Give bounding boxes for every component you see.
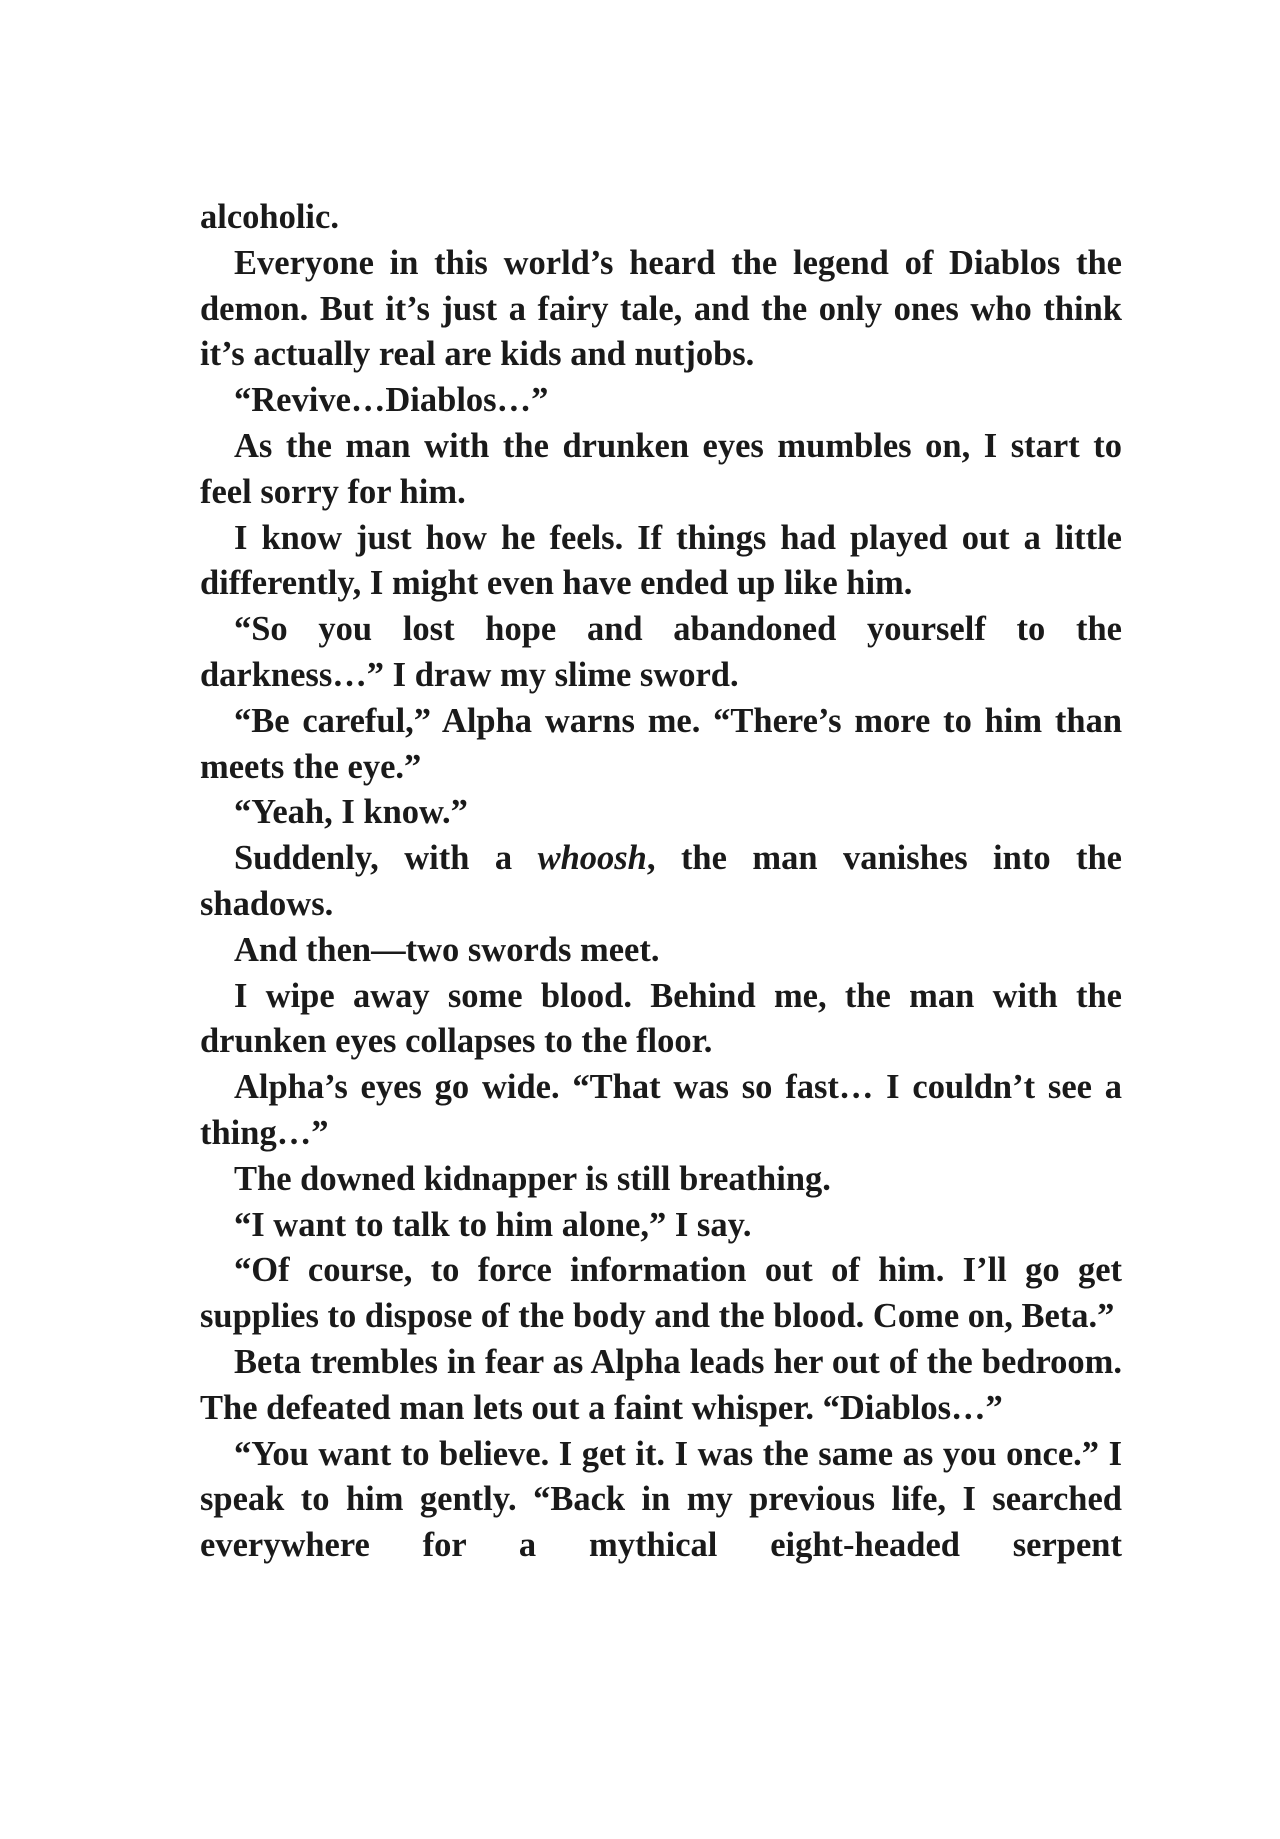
paragraph-15: “Of course, to force information out of him. I’ll go get supplies to dispose of the body and the blood. Come on, Beta.” [200,1251,1122,1336]
paragraph-11: I wipe away some blood. Behind me, the man with the drunken eyes collapses to the floor. [200,976,1122,1061]
paragraph-9 [200,836,1122,928]
paragraph-5: I know just how he feels. If things had played out a little differently, I might even have ended up like him. [200,518,1122,603]
paragraph-9-before: Suddenly, with a [234,839,538,878]
paragraph-16: Beta trembles in fear as Alpha leads her out of the bedroom. The defeated man lets out a faint whisper. “Diablos…” [200,1342,1122,1427]
paragraph-8: “Yeah, I know.” [234,793,468,832]
paragraph-1: alcoholic. [200,198,339,236]
paragraph-14: “I want to talk to him alone,” I say. [234,1205,752,1244]
paragraph-10: And then—two swords meet. [234,930,660,969]
paragraph-12: Alpha’s eyes go wide. “That was so fast… I couldn’t see a thing…” [200,1068,1122,1152]
paragraph-9-italic-word: whoosh [537,839,647,878]
book-page [200,195,1122,1569]
paragraph-4: As the man with the drunken eyes mumbles on, I start to feel sorry for him. [200,426,1122,511]
paragraph-17: “You want to believe. I get it. I was the same as you once.” I speak to him gently. “Back in my previous life, I searched everywhere for a mythical eight-headed serpent [200,1434,1122,1565]
paragraph-3: “Revive…Diablos…” [234,381,549,420]
paragraph-6: “So you lost hope and abandoned yourself to the darkness…” I draw my slime sword. [200,610,1122,694]
paragraph-7: “Be careful,” Alpha warns me. “There’s more to him than meets the eye.” [200,701,1122,786]
paragraph-9-after: , the man vanishes into the shadows. [200,839,1122,923]
paragraph-2: Everyone in this world’s heard the legend of Diablos the demon. But it’s just a fairy tale, and the only ones who think it’s actually real are kids and nutjobs. [200,243,1122,374]
paragraph-13: The downed kidnapper is still breathing. [234,1159,831,1198]
